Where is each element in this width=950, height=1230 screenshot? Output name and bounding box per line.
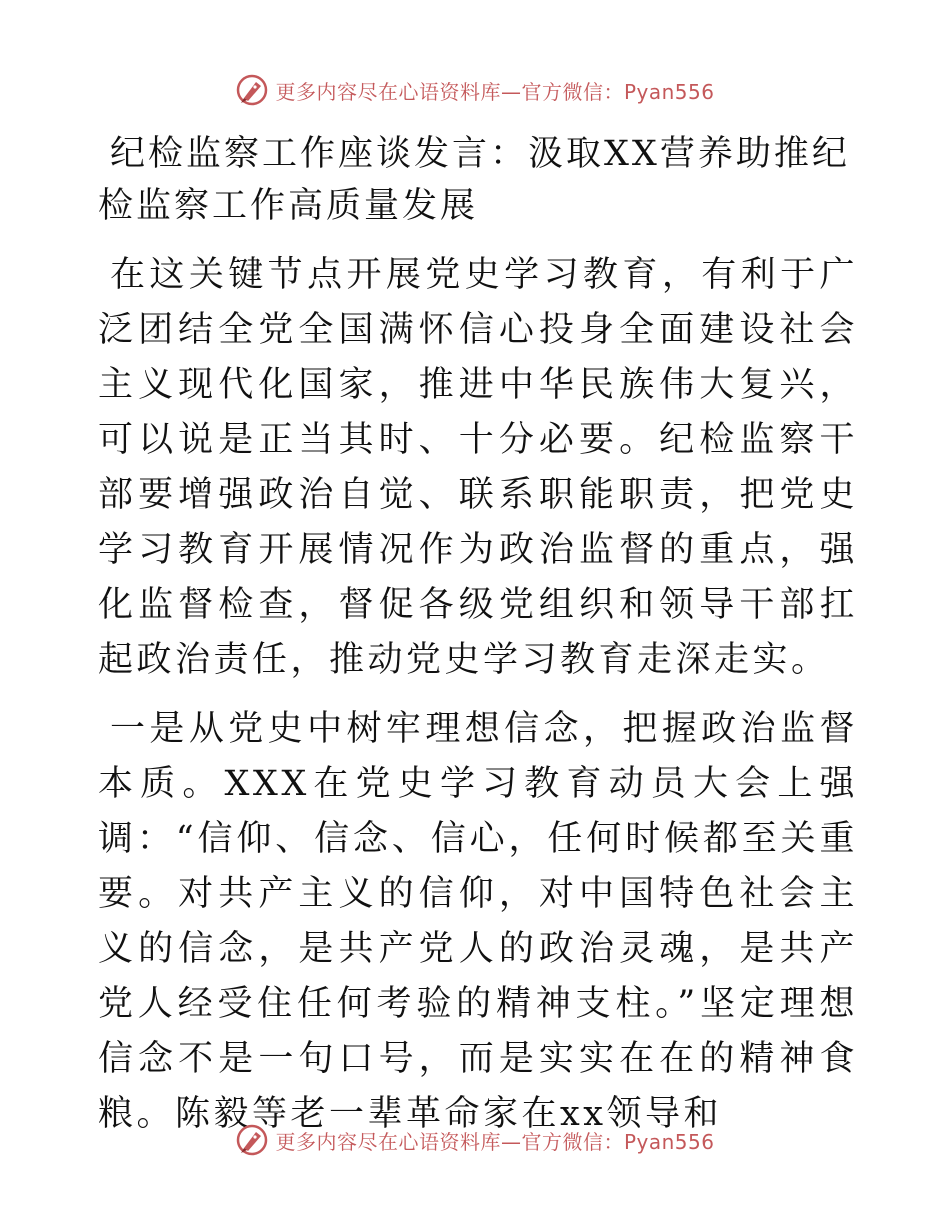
paragraph-2: 一是从党史中树牢理想信念，把握政治监督本质。XXX在党史学习教育动员大会上强调：“信仰、信念、信心，任何时候都至关重要。对共产主义的信仰，对中国特色社会主义的信念，是共产党人的政治灵魂，是共产党人经受住任何考验的精神支柱。”坚定理想信念不是一句口号，而是实实在在的精神食粮。陈毅等老一辈革命家在xx领导和 [98,709,858,1134]
footer-watermark-banner [0,1120,950,1160]
watermark-text: 更多内容尽在心语资料库—官方微信：Pyan556 [275,1129,715,1154]
footer-watermark [235,1123,714,1157]
watermark-text: 更多内容尽在心语资料库—官方微信：Pyan556 [275,79,715,104]
pen-nib-logo-icon [235,73,269,107]
paragraph-1: 在这关键节点开展党史学习教育，有利于广泛团结全党全国满怀信心投身全面建设社会主义现代化国家，推进中华民族伟大复兴，可以说是正当其时、十分必要。纪检监察干部要增强政治自觉、联系职能职责，把党史学习教育开展情况作为政治监督的重点，强化监督检查，督促各级党组织和领导干部扛起政治责任，推动党史学习教育走深走实。 [98,255,858,680]
pen-nib-logo-icon [235,1123,269,1157]
header-watermark [235,73,714,107]
header-watermark-banner [0,70,950,110]
document-body [98,128,858,1142]
document-title: 纪检监察工作座谈发言：汲取XX营养助推纪检监察工作高质量发展 [98,134,850,226]
